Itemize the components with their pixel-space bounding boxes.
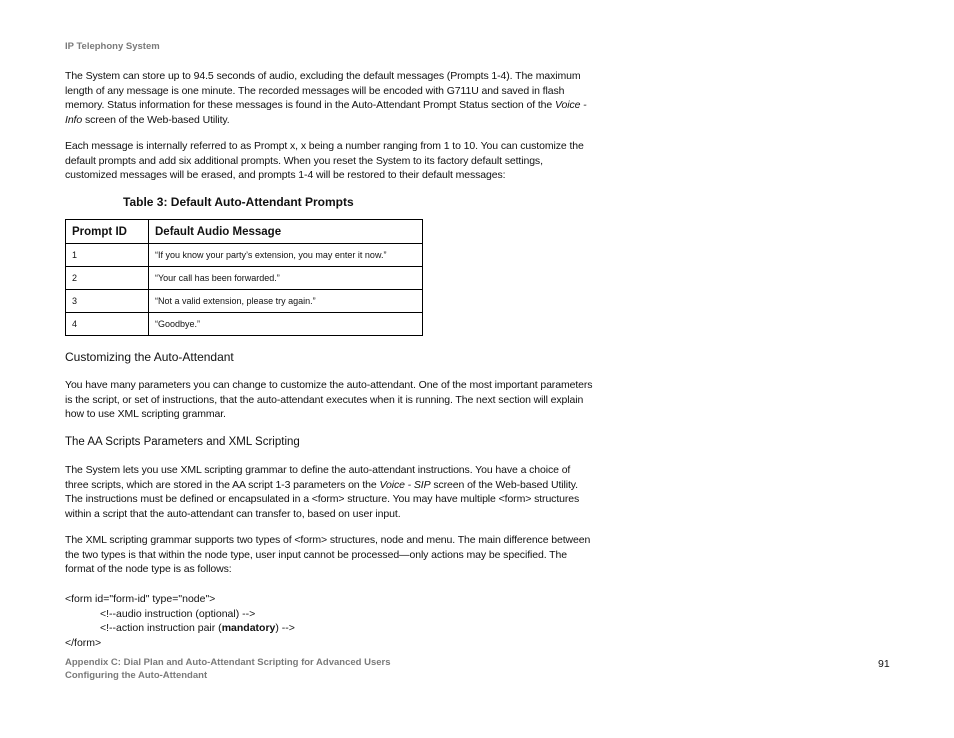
- section-heading-customizing: Customizing the Auto-Attendant: [65, 350, 234, 364]
- table-header-row: [66, 220, 423, 244]
- customizing-paragraph: [65, 378, 595, 422]
- code-line-1: <form id="form-id" type="node">: [65, 593, 216, 605]
- section2-para2: The XML scripting grammar supports two types of <form> structures, node and menu. The main difference between the two types is that within the node type, user input cannot be processed—only actions may be specified. The format of the node type is as follows:: [65, 534, 591, 575]
- running-header: IP Telephony System: [65, 41, 160, 52]
- table-header-message: Default Audio Message: [149, 220, 423, 244]
- aa-scripts-paragraph-1: [65, 463, 595, 521]
- table-header-prompt-id: Prompt ID: [66, 220, 149, 244]
- section1-para: You have many parameters you can change to customize the auto-attendant. One of the most important parameters is the script, or set of instructions, that the auto-attendant executes when it is running. The next section will explain how to use XML scripting grammar.: [65, 379, 593, 420]
- section2-para1-tail: screen of the Web-based Utility. The instructions must be defined or encapsulated in a <form> structure. You may have multiple <form> structures within a script that the auto-attendant can transfer to, based on user input.: [65, 478, 580, 520]
- code-line-3: [65, 621, 295, 636]
- code-line-3-bold: mandatory: [221, 622, 276, 634]
- intro-paragraph-1: [65, 69, 595, 127]
- table-row: [66, 290, 423, 313]
- prompt-message-cell: “Your call has been forwarded.”: [149, 267, 423, 290]
- code-line-3-post: ) -->: [275, 622, 295, 634]
- para1-italic: Voice - Info: [65, 99, 587, 126]
- prompt-message-cell: “If you know your party’s extension, you may enter it now.”: [149, 244, 423, 267]
- prompt-message-cell: “Not a valid extension, please try again.”: [149, 290, 423, 313]
- prompts-table: [65, 219, 423, 336]
- para2-text: Each message is internally referred to as Prompt x, x being a number ranging from 1 to 10. You can customize the default prompts and add six additional prompts. When you reset the System to its factory default settings, customized messages will be erased, and prompts 1-4 will be restored to their default messages:: [65, 140, 584, 181]
- aa-scripts-paragraph-2: [65, 533, 595, 577]
- prompt-id-cell: 4: [66, 313, 149, 336]
- para1-tail: screen of the Web-based Utility.: [82, 113, 230, 126]
- footer-line-2: Configuring the Auto-Attendant: [65, 669, 208, 681]
- intro-paragraph-2: [65, 139, 595, 183]
- table-row: [66, 313, 423, 336]
- section-heading-aa-scripts: The AA Scripts Parameters and XML Scripting: [65, 436, 300, 448]
- code-line-3-pre: <!--action instruction pair (: [100, 622, 222, 634]
- page-number: 91: [878, 658, 890, 670]
- prompt-id-cell: 3: [66, 290, 149, 313]
- footer-line-1: Appendix C: Dial Plan and Auto-Attendant Scripting for Advanced Users: [65, 657, 391, 668]
- code-sample: [65, 592, 295, 650]
- para1-text: The System can store up to 94.5 seconds of audio, excluding the default messages (Prompts 1-4). The maximum length of any message is one minute. The recorded messages will be encoded with G711U and saved in flash memory. Status information for these messages is found in the Auto-Attendant Prompt Status section of the: [65, 70, 581, 111]
- table-row: [66, 267, 423, 290]
- prompt-id-cell: 2: [66, 267, 149, 290]
- running-footer: [65, 657, 391, 682]
- table-caption: Table 3: Default Auto-Attendant Prompts: [123, 195, 354, 209]
- prompt-id-cell: 1: [66, 244, 149, 267]
- section2-para1-text: The System lets you use XML scripting grammar to define the auto-attendant instructions. You have a choice of three scripts, which are stored in the AA script 1-3 parameters on the: [65, 464, 571, 491]
- section2-para1-italic: Voice - SIP: [379, 478, 431, 491]
- prompt-message-cell: “Goodbye.”: [149, 313, 423, 336]
- code-line-2: <!--audio instruction (optional) -->: [100, 607, 256, 620]
- table-row: [66, 244, 423, 267]
- code-line-4: </form>: [65, 636, 102, 649]
